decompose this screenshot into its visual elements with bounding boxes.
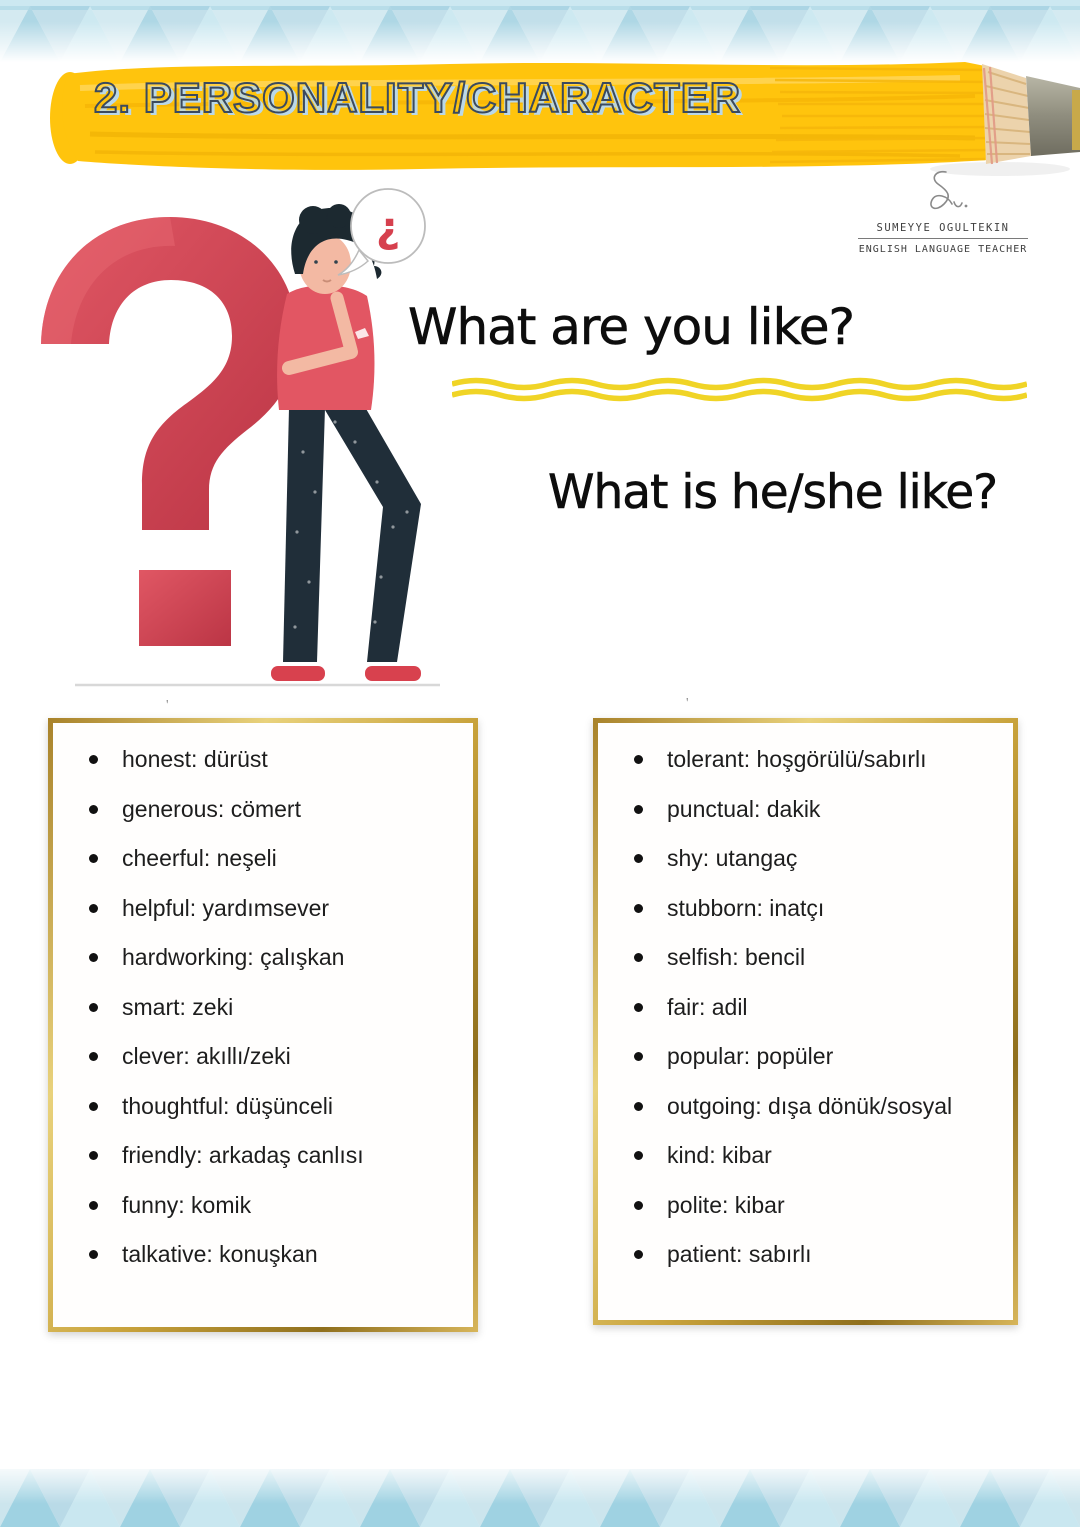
teacher-subtitle: ENGLISH LANGUAGE TEACHER [858, 244, 1028, 255]
bullet-dot [634, 854, 643, 863]
vocab-text: cheerful: neşeli [122, 845, 277, 872]
bullet-dot [634, 805, 643, 814]
person-figure [271, 204, 421, 681]
speech-bubble [338, 189, 425, 275]
thinking-person-illustration [25, 182, 445, 702]
shoe [271, 666, 325, 681]
vocab-item [89, 1131, 473, 1181]
vocab-box-right [593, 718, 1018, 1325]
shoe [365, 666, 421, 681]
bullet-dot [89, 1102, 98, 1111]
vocab-item [89, 834, 473, 884]
question-heading-2: What is he/she like? [548, 465, 998, 520]
bullet-dot [634, 904, 643, 913]
inverted-question-mark: ¿ [375, 203, 401, 252]
vocab-item [634, 1131, 1013, 1181]
bullet-dot [634, 1003, 643, 1012]
yellow-wavy-underline [452, 376, 1027, 406]
vocab-item [634, 933, 1013, 983]
vocab-item [89, 735, 473, 785]
bullet-dot [89, 1151, 98, 1160]
bullet-dot [89, 805, 98, 814]
vocab-text: smart: zeki [122, 993, 234, 1020]
vocab-text: funny: komik [122, 1191, 252, 1218]
stray-mark: ' [166, 698, 169, 713]
vocab-list-right [634, 735, 1013, 1280]
vocab-list-left [89, 735, 473, 1280]
vocab-item [89, 933, 473, 983]
bullet-dot [89, 1201, 98, 1210]
vocab-box-left [48, 718, 478, 1332]
vocab-item [89, 1181, 473, 1231]
question-heading-1: What are you like? [408, 298, 855, 356]
bullet-dot [89, 1250, 98, 1259]
vocab-item [634, 735, 1013, 785]
vocab-text: clever: akıllı/zeki [122, 1043, 291, 1070]
brush-ferrule [1026, 76, 1080, 156]
bullet-dot [89, 953, 98, 962]
bullet-dot [89, 1052, 98, 1061]
page-title: 2. PERSONALITY/CHARACTER [94, 74, 742, 121]
vocab-item [634, 785, 1013, 835]
vocab-text: shy: utangaç [667, 845, 798, 872]
bullet-dot [89, 854, 98, 863]
vocab-text: selfish: bencil [667, 944, 806, 971]
bottom-border-pattern [0, 1461, 1080, 1527]
vocab-text: outgoing: dışa dönük/sosyal [667, 1092, 953, 1119]
bullet-dot [89, 755, 98, 764]
vocab-item [634, 1082, 1013, 1132]
vocab-text: helpful: yardımsever [122, 894, 330, 921]
bullet-dot [634, 1151, 643, 1160]
vocab-text: talkative: konuşkan [122, 1241, 318, 1268]
vocab-item [634, 884, 1013, 934]
bullet-dot [89, 904, 98, 913]
vocab-text: thoughtful: düşünceli [122, 1092, 333, 1119]
vocab-text: friendly: arkadaş canlısı [122, 1142, 364, 1169]
vocab-text: patient: sabırlı [667, 1241, 812, 1268]
vocab-item [634, 1230, 1013, 1280]
teacher-name: SUMEYYE OGULTEKIN [858, 222, 1028, 239]
vocab-text: honest: dürüst [122, 746, 268, 773]
stray-mark: ' [686, 696, 689, 711]
bullet-dot [634, 755, 643, 764]
bullet-dot [89, 1003, 98, 1012]
vocab-item [89, 884, 473, 934]
vocab-item [634, 834, 1013, 884]
vocab-text: generous: cömert [122, 795, 301, 822]
vocab-item [634, 1181, 1013, 1231]
vocab-item [89, 983, 473, 1033]
vocab-text: kind: kibar [667, 1142, 772, 1169]
bullet-dot [634, 1052, 643, 1061]
vocab-item [634, 983, 1013, 1033]
vocab-text: tolerant: hoşgörülü/sabırlı [667, 746, 927, 773]
vocab-item [89, 1230, 473, 1280]
vocab-item [634, 1032, 1013, 1082]
signature-flourish-icon [908, 168, 978, 220]
vocab-text: popular: popüler [667, 1043, 834, 1070]
teacher-logo [858, 168, 1028, 255]
vocab-text: punctual: dakik [667, 795, 821, 822]
vocab-text: polite: kibar [667, 1191, 785, 1218]
vocab-text: stubborn: inatçı [667, 894, 825, 921]
question-mark-shape [41, 217, 297, 646]
vocab-text: hardworking: çalışkan [122, 944, 345, 971]
bullet-dot [634, 1250, 643, 1259]
vocab-item [89, 1032, 473, 1082]
bullet-dot [634, 1201, 643, 1210]
bullet-dot [634, 1102, 643, 1111]
vocab-item [89, 785, 473, 835]
vocab-text: fair: adil [667, 993, 748, 1020]
bullet-dot [634, 953, 643, 962]
vocab-item [89, 1082, 473, 1132]
